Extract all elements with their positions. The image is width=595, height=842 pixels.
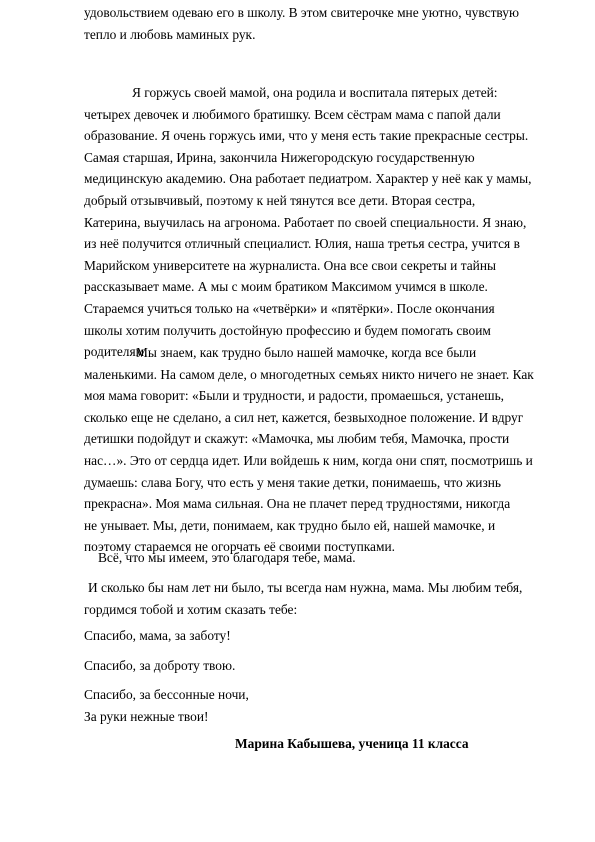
text-line: школы хотим получить достойную профессию и будем помогать своим bbox=[84, 322, 491, 338]
text-line: За руки нежные твои! bbox=[84, 708, 209, 724]
text-line: рассказывает маме. А мы с моим братиком Максимом учимся в школе. bbox=[84, 279, 488, 295]
text-line: детишки подойдут и скажут: «Мамочка, мы любим тебя, Мамочка, прости bbox=[84, 431, 510, 447]
text-line: Марийском университете на журналиста. Она все свои секреты и тайны bbox=[84, 257, 496, 273]
text-line: медицинскую академию. Она работает педиатром. Характер у неё как у мамы, bbox=[84, 171, 532, 187]
text-line: Спасибо, мама, за заботу! bbox=[84, 628, 231, 643]
text-line: поэтому стараемся не огорчать её своими поступками. bbox=[84, 539, 395, 555]
text-line: добрый отзывчивый, поэтому к ней тянутся все дети. Вторая сестра, bbox=[84, 192, 476, 208]
text-line: Мы знаем, как трудно было нашей мамочке, когда все были bbox=[136, 345, 477, 360]
text-line: И сколько бы нам лет ни было, ты всегда нам нужна, мама. Мы любим тебя, bbox=[88, 580, 523, 595]
text-line: тепло и любовь маминых рук. bbox=[84, 26, 256, 42]
text-line: Всё, что мы имеем, это благодаря тебе, мама. bbox=[98, 550, 356, 565]
thanks-line-care bbox=[84, 625, 554, 647]
paragraph-mother-pride bbox=[84, 82, 554, 363]
text-line: образование. Я очень горжусь ими, что у меня есть такие прекрасные сестры. bbox=[84, 128, 529, 144]
thanks-line-nights bbox=[84, 684, 554, 727]
text-line: Я горжусь своей мамой, она родила и воспитала пятерых детей: bbox=[132, 85, 498, 100]
paragraph-hard-times bbox=[84, 342, 554, 558]
paragraph-always-needed bbox=[84, 577, 554, 620]
text-line: четырех девочек и любимого братишку. Всем сёстрам мама с папой дали bbox=[84, 106, 501, 122]
text-line: маленькими. На самом деле, о многодетных семьях никто ничего не знает. Как bbox=[84, 366, 534, 382]
text-line: сколько еще не сделано, а сил нет, кажется, безвыходное положение. И вдруг bbox=[84, 409, 524, 425]
text-line: моя мама говорит: «Были и трудности, и радости, промаешься, устанешь, bbox=[84, 388, 505, 404]
intro-paragraph bbox=[84, 2, 554, 45]
text-line: удовольствием одеваю его в школу. В этом свитерочке мне уютно, чувствую bbox=[84, 5, 519, 20]
text-line: из неё получится отличный специалист. Юлия, наша третья сестра, учится в bbox=[84, 236, 520, 252]
text-line: нас…». Это от сердца идет. Или войдешь к ним, когда они спят, посмотришь и bbox=[84, 452, 533, 468]
text-line: не унывает. Мы, дети, понимаем, как трудно было ей, нашей мамочке, и bbox=[84, 517, 496, 533]
text-line: думаешь: слава Богу, что есть у меня такие детки, понимаешь, что жизнь bbox=[84, 474, 502, 490]
text-line: Спасибо, за бессонные ночи, bbox=[84, 687, 249, 702]
text-line: Спасибо, за доброту твою. bbox=[84, 658, 236, 673]
text-line: прекрасна». Моя мама сильная. Она не плачет перед трудностями, никогда bbox=[84, 496, 511, 512]
text-line: Самая старшая, Ирина, закончила Нижегородскую государственную bbox=[84, 149, 475, 165]
text-line: Катерина, выучилась на агронома. Работает по своей специальности. Я знаю, bbox=[84, 214, 527, 230]
author-signature: Марина Кабышева, ученица 11 класса bbox=[235, 736, 469, 751]
paragraph-gratitude bbox=[84, 547, 554, 569]
text-line: родителям. bbox=[84, 344, 148, 360]
thanks-line-kindness bbox=[84, 655, 554, 677]
text-line: гордимся тобой и хотим сказать тебе: bbox=[84, 601, 298, 617]
text-line: Стараемся учиться только на «четвёрки» и «пятёрки». После окончания bbox=[84, 300, 495, 316]
